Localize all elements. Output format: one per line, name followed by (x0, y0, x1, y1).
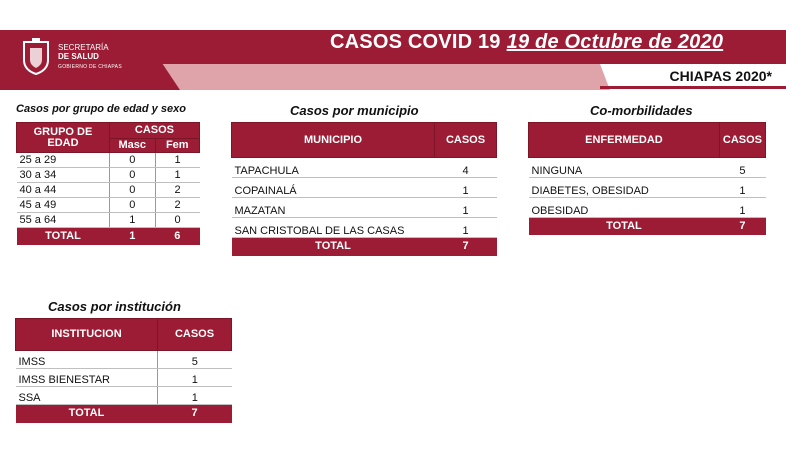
total-row (232, 238, 497, 256)
page-title (330, 31, 723, 54)
total-row (17, 228, 200, 245)
table-row (16, 369, 232, 387)
cases-cell: 1 (435, 178, 497, 198)
table-row (17, 213, 200, 228)
table-row (529, 198, 766, 218)
municipality-title: Casos por municipio (290, 103, 419, 118)
age-sex-title: Casos por grupo de edad y sexo (16, 103, 186, 115)
institution-title: Casos por institución (48, 299, 181, 314)
col-municipio-header: MUNICIPIO (232, 123, 435, 158)
table-row (232, 178, 497, 198)
fem-cell: 0 (155, 213, 199, 228)
col-fem-header: Fem (155, 139, 199, 153)
cases-cell: 1 (719, 178, 765, 198)
total-cases: 7 (719, 218, 765, 235)
municipio-cell: MAZATAN (232, 198, 435, 218)
title-main: CASOS COVID 19 (330, 31, 501, 53)
total-label: TOTAL (232, 238, 435, 256)
cases-cell: 1 (158, 369, 232, 387)
table-row (16, 351, 232, 369)
masc-cell: 0 (109, 183, 155, 198)
fem-cell: 1 (155, 153, 199, 168)
col-cases-header: CASOS (719, 123, 765, 158)
age-group-cell: 45 a 49 (17, 198, 110, 213)
total-cases: 7 (435, 238, 497, 256)
table-row (17, 153, 200, 168)
cases-cell: 1 (435, 218, 497, 238)
cases-cell: 1 (158, 387, 232, 405)
table-row (17, 198, 200, 213)
table-row (529, 158, 766, 178)
age-sex-table (16, 122, 200, 245)
masc-cell: 0 (109, 153, 155, 168)
total-label: TOTAL (529, 218, 720, 235)
secretaria-salud-logo (20, 38, 130, 82)
total-row (16, 405, 232, 423)
cases-cell: 1 (435, 198, 497, 218)
state-label: CHIAPAS 2020* (669, 68, 772, 84)
municipio-cell: COPAINALÁ (232, 178, 435, 198)
col-enfermedad-header: ENFERMEDAD (529, 123, 720, 158)
municipio-cell: TAPACHULA (232, 158, 435, 178)
institucion-cell: IMSS BIENESTAR (16, 369, 158, 387)
table-row (529, 178, 766, 198)
age-group-cell: 55 a 64 (17, 213, 110, 228)
age-group-cell: 30 a 34 (17, 168, 110, 183)
fem-cell: 2 (155, 183, 199, 198)
table-row (17, 183, 200, 198)
fem-cell: 2 (155, 198, 199, 213)
cases-cell: 5 (719, 158, 765, 178)
table-row (17, 168, 200, 183)
enfermedad-cell: OBESIDAD (529, 198, 720, 218)
logo-line3: GOBIERNO DE CHIAPAS (58, 64, 122, 70)
col-cases-header: CASOS (435, 123, 497, 158)
institution-table (15, 318, 232, 423)
col-cases-header: CASOS (109, 123, 199, 139)
municipality-table (231, 122, 497, 256)
col-group-header: GRUPO DE EDAD (17, 123, 110, 153)
comorbidities-title: Co-morbilidades (590, 103, 693, 118)
table-row (16, 387, 232, 405)
comorbidities-table (528, 122, 766, 235)
cases-cell: 1 (719, 198, 765, 218)
municipio-cell: SAN CRISTOBAL DE LAS CASAS (232, 218, 435, 238)
col-masc-header: Masc (109, 139, 155, 153)
total-label: TOTAL (16, 405, 158, 423)
col-cases-header: CASOS (158, 319, 232, 351)
cases-cell: 4 (435, 158, 497, 178)
total-masc: 1 (109, 228, 155, 245)
age-group-cell: 40 a 44 (17, 183, 110, 198)
table-row (232, 218, 497, 238)
total-fem: 6 (155, 228, 199, 245)
institucion-cell: IMSS (16, 351, 158, 369)
enfermedad-cell: DIABETES, OBESIDAD (529, 178, 720, 198)
enfermedad-cell: NINGUNA (529, 158, 720, 178)
table-row (232, 198, 497, 218)
masc-cell: 0 (109, 168, 155, 183)
masc-cell: 0 (109, 198, 155, 213)
logo-line2: DE SALUD (58, 52, 99, 61)
total-row (529, 218, 766, 235)
total-label: TOTAL (17, 228, 110, 245)
title-date: 19 de Octubre de 2020 (506, 31, 724, 53)
shield-icon (20, 38, 52, 76)
fem-cell: 1 (155, 168, 199, 183)
total-cases: 7 (158, 405, 232, 423)
age-group-cell: 25 a 29 (17, 153, 110, 168)
col-institucion-header: INSTITUCION (16, 319, 158, 351)
logo-line1: SECRETARÍA (58, 43, 109, 52)
cases-cell: 5 (158, 351, 232, 369)
institucion-cell: SSA (16, 387, 158, 405)
masc-cell: 1 (109, 213, 155, 228)
table-row (232, 158, 497, 178)
